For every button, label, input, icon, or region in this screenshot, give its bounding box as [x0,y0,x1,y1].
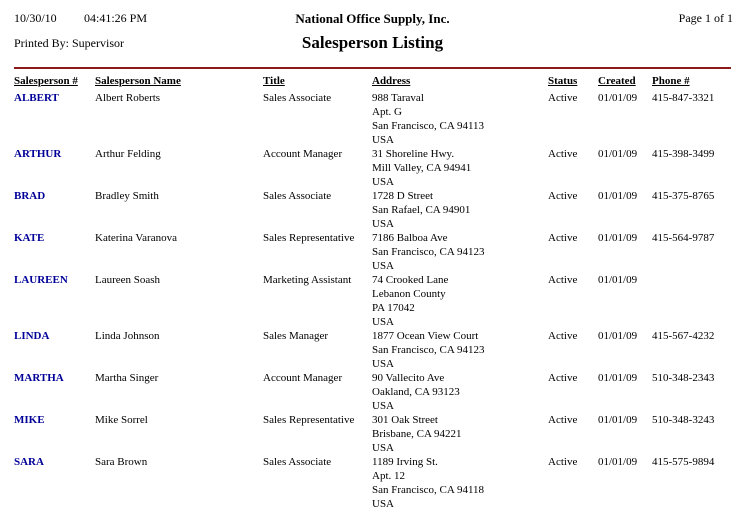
column-header-phone [652,74,727,88]
address-line: 301 Oak Street [372,414,438,426]
salesperson-status: Active [548,414,578,426]
address-line: 988 Taraval [372,92,424,104]
table-body [14,91,731,511]
table-row [14,189,731,231]
salesperson-address [372,413,548,455]
table-header-row [14,74,731,88]
salesperson-table [14,74,731,511]
salesperson-status: Active [548,92,578,104]
column-header-salesperson-id [14,74,95,88]
report-title: Salesperson Listing [301,33,444,52]
column-header-status [548,74,598,88]
address-line: 1728 D Street [372,190,434,202]
salesperson-id-link[interactable]: ALBERT [14,92,59,104]
salesperson-created: 01/01/09 [598,190,638,202]
salesperson-address [372,273,548,329]
column-header-label: Created [598,75,636,87]
salesperson-status: Active [548,232,578,244]
salesperson-name: Bradley Smith [95,190,159,202]
address-line: USA [372,498,395,510]
salesperson-created: 01/01/09 [598,232,638,244]
table-row [14,147,731,189]
salesperson-status: Active [548,372,578,384]
salesperson-title: Sales Associate [263,190,332,202]
table-row [14,273,731,329]
column-header-label: Phone # [652,75,690,87]
salesperson-title: Sales Manager [263,330,329,342]
page-info: Page 1 of 1 [678,11,733,25]
address-line: San Francisco, CA 94123 [372,344,485,356]
salesperson-phone: 510-348-2343 [652,372,715,384]
salesperson-address [372,455,548,511]
salesperson-address [372,231,548,273]
salesperson-phone: 415-564-9787 [652,232,715,244]
salesperson-created: 01/01/09 [598,92,638,104]
salesperson-id-cell [14,189,95,203]
column-header-label: Salesperson # [14,75,78,87]
salesperson-created: 01/01/09 [598,456,638,468]
salesperson-id-cell [14,231,95,245]
address-line: 7186 Balboa Ave [372,232,448,244]
salesperson-status: Active [548,148,578,160]
salesperson-name: Mike Sorrel [95,414,148,426]
salesperson-title: Marketing Assistant [263,274,352,286]
salesperson-name: Laureen Soash [95,274,161,286]
column-header-title [263,74,372,88]
address-line: 1189 Irving St. [372,456,438,468]
column-header-label: Title [263,75,285,87]
salesperson-id-link[interactable]: KATE [14,232,45,244]
address-line: USA [372,316,395,328]
address-line: PA 17042 [372,302,415,314]
address-line: Apt. G [372,106,402,118]
salesperson-address [372,329,548,371]
salesperson-phone: 415-847-3321 [652,92,715,104]
salesperson-id-cell [14,413,95,427]
salesperson-id-cell [14,273,95,287]
salesperson-title: Sales Associate [263,456,332,468]
address-line: San Francisco, CA 94118 [372,484,485,496]
salesperson-name: Linda Johnson [95,330,160,342]
table-row [14,329,731,371]
salesperson-id-link[interactable]: BRAD [14,190,46,202]
salesperson-phone: 415-375-8765 [652,190,715,202]
column-header-label: Salesperson Name [95,75,181,87]
address-line: Apt. 12 [372,470,405,482]
salesperson-id-link[interactable]: LAUREEN [14,274,68,286]
salesperson-title: Sales Associate [263,92,332,104]
address-line: USA [372,358,395,370]
salesperson-created: 01/01/09 [598,414,638,426]
address-line: San Francisco, CA 94113 [372,120,485,132]
company-name: National Office Supply, Inc. [295,11,450,26]
address-line: USA [372,176,395,188]
address-line: USA [372,134,395,146]
address-line: Brisbane, CA 94221 [372,428,462,440]
address-line: 90 Vallecito Ave [372,372,445,384]
salesperson-status: Active [548,190,578,202]
salesperson-id-cell [14,91,95,105]
salesperson-id-link[interactable]: ARTHUR [14,148,62,160]
salesperson-title: Sales Representative [263,414,355,426]
salesperson-created: 01/01/09 [598,330,638,342]
salesperson-address [372,371,548,413]
salesperson-id-link[interactable]: MIKE [14,414,45,426]
salesperson-phone: 510-348-3243 [652,414,715,426]
address-line: USA [372,400,395,412]
salesperson-phone: 415-398-3499 [652,148,715,160]
salesperson-address [372,91,548,147]
salesperson-id-cell [14,147,95,161]
salesperson-phone: 415-575-9894 [652,456,715,468]
salesperson-name: Albert Roberts [95,92,161,104]
address-line: USA [372,218,395,230]
address-line: USA [372,260,395,272]
salesperson-id-cell [14,371,95,385]
table-row [14,231,731,273]
salesperson-status: Active [548,330,578,342]
salesperson-status: Active [548,456,578,468]
address-line: Lebanon County [372,288,446,300]
report-time: 04:41:26 PM [84,11,148,25]
column-header-address [372,74,548,88]
salesperson-created: 01/01/09 [598,372,638,384]
salesperson-title: Account Manager [263,372,343,384]
address-line: 1877 Ocean View Court [372,330,479,342]
salesperson-address [372,147,548,189]
printed-by: Printed By: Supervisor [14,36,124,50]
salesperson-phone: 415-567-4232 [652,330,715,342]
table-row [14,455,731,511]
salesperson-name: Sara Brown [95,456,148,468]
salesperson-name: Arthur Felding [95,148,161,160]
salesperson-id-cell [14,329,95,343]
column-header-salesperson-name [95,74,263,88]
salesperson-status: Active [548,274,578,286]
column-header-created [598,74,652,88]
address-line: USA [372,442,395,454]
salesperson-name: Katerina Varanova [95,232,177,244]
column-header-label: Address [372,75,411,87]
address-line: San Rafael, CA 94901 [372,204,471,216]
table-row [14,413,731,455]
report-date: 10/30/10 [14,11,57,25]
salesperson-title: Sales Representative [263,232,355,244]
address-line: Mill Valley, CA 94941 [372,162,472,174]
table-row [14,371,731,413]
column-header-label: Status [548,75,578,87]
salesperson-id-link[interactable]: LINDA [14,330,50,342]
header-divider [14,67,731,69]
salesperson-created: 01/01/09 [598,148,638,160]
address-line: San Francisco, CA 94123 [372,246,485,258]
address-line: 74 Crooked Lane [372,274,449,286]
salesperson-address [372,189,548,231]
address-line: 31 Shoreline Hwy. [372,148,455,160]
table-row [14,91,731,147]
salesperson-created: 01/01/09 [598,274,638,286]
address-line: Oakland, CA 93123 [372,386,460,398]
salesperson-title: Account Manager [263,148,343,160]
salesperson-id-link[interactable]: MARTHA [14,372,64,384]
salesperson-name: Martha Singer [95,372,159,384]
salesperson-id-link[interactable]: SARA [14,456,44,468]
salesperson-id-cell [14,455,95,469]
